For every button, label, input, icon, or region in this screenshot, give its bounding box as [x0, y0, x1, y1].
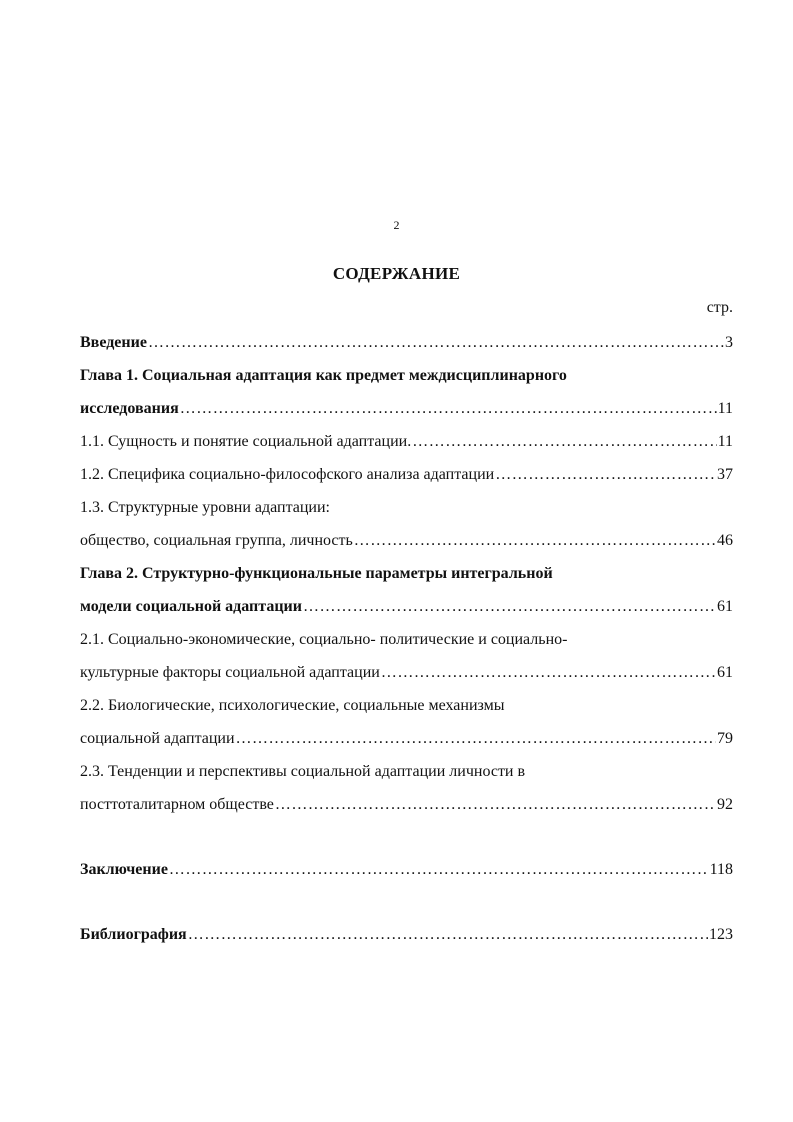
dot-leader	[303, 596, 716, 618]
toc-entry-title: посттоталитарном обществе	[80, 796, 274, 813]
page-number: 2	[393, 218, 400, 232]
dot-leader	[169, 859, 709, 881]
toc-entry-page: 11	[717, 400, 733, 417]
dot-leader	[495, 464, 716, 486]
toc-section-2-2-line2	[80, 728, 733, 750]
toc-entry-title: исследования	[80, 400, 179, 417]
toc-chapter-1-line2	[80, 398, 733, 420]
dot-leader	[236, 728, 716, 750]
toc-entry-title: 1.3. Структурные уровни адаптации:	[80, 499, 330, 516]
toc-section-1-3-line2	[80, 530, 733, 552]
toc-section-1-3-line1	[80, 497, 733, 519]
toc-entry-page: 123	[709, 926, 733, 943]
toc-entry-page: 79	[717, 730, 733, 747]
toc-entry-page: 37	[717, 466, 733, 483]
toc-entry-title: Глава 2. Структурно-функциональные параметры интегральной	[80, 565, 553, 582]
toc-entry-page: 11	[717, 433, 733, 450]
toc-entry-title: культурные факторы социальной адаптации	[80, 664, 380, 681]
dot-leader	[148, 332, 724, 354]
toc-entry-title: 2.3. Тенденции и перспективы социальной адаптации личности в	[80, 763, 526, 780]
toc-entry-title: 2.2. Биологические, психологические, социальные механизмы	[80, 697, 505, 714]
toc-section-1-2	[80, 464, 733, 486]
dot-leader	[412, 431, 716, 453]
toc-entry-page: 118	[709, 861, 733, 878]
toc-entry-title: 1.2. Специфика социально-философского анализа адаптации	[80, 466, 495, 483]
toc-chapter-1-line1	[80, 365, 733, 387]
toc-entry-conclusion	[80, 859, 733, 881]
toc-entry-title: Библиография	[80, 926, 187, 943]
toc-section-2-3-line2	[80, 794, 733, 816]
toc-section-2-1-line1	[80, 629, 733, 651]
table-of-contents	[80, 332, 733, 946]
toc-entry-page: 3	[725, 334, 733, 351]
dot-leader	[180, 398, 717, 420]
dot-leader	[381, 662, 716, 684]
dot-leader	[354, 530, 716, 552]
toc-entry-title: социальной адаптации	[80, 730, 235, 747]
toc-chapter-2-line2	[80, 596, 733, 618]
toc-entry-title: Введение	[80, 334, 147, 351]
toc-section-2-1-line2	[80, 662, 733, 684]
toc-entry-title: 2.1. Социально-экономические, социально- политические и социально-	[80, 631, 568, 648]
page-column-label: стр.	[706, 299, 733, 316]
toc-entry-bibliography	[80, 924, 733, 946]
toc-entry-title: модели социальной адаптации	[80, 598, 302, 615]
toc-entry-page: 61	[717, 664, 733, 681]
dot-leader	[188, 924, 708, 946]
toc-entry-page: 61	[717, 598, 733, 615]
toc-chapter-2-line1	[80, 563, 733, 585]
toc-entry-title: 1.1. Сущность и понятие социальной адаптации.	[80, 433, 412, 450]
toc-entry-introduction	[80, 332, 733, 354]
toc-entry-title: Глава 1. Социальная адаптация как предмет междисциплинарного	[80, 367, 567, 384]
toc-entry-title: общество, социальная группа, личность	[80, 532, 353, 549]
toc-title: СОДЕРЖАНИЕ	[332, 264, 461, 283]
toc-entry-page: 92	[717, 796, 733, 813]
toc-section-2-2-line1	[80, 695, 733, 717]
dot-leader	[275, 794, 716, 816]
toc-entry-title: Заключение	[80, 861, 168, 878]
toc-section-1-1	[80, 431, 733, 453]
toc-entry-page: 46	[717, 532, 733, 549]
toc-section-2-3-line1	[80, 761, 733, 783]
